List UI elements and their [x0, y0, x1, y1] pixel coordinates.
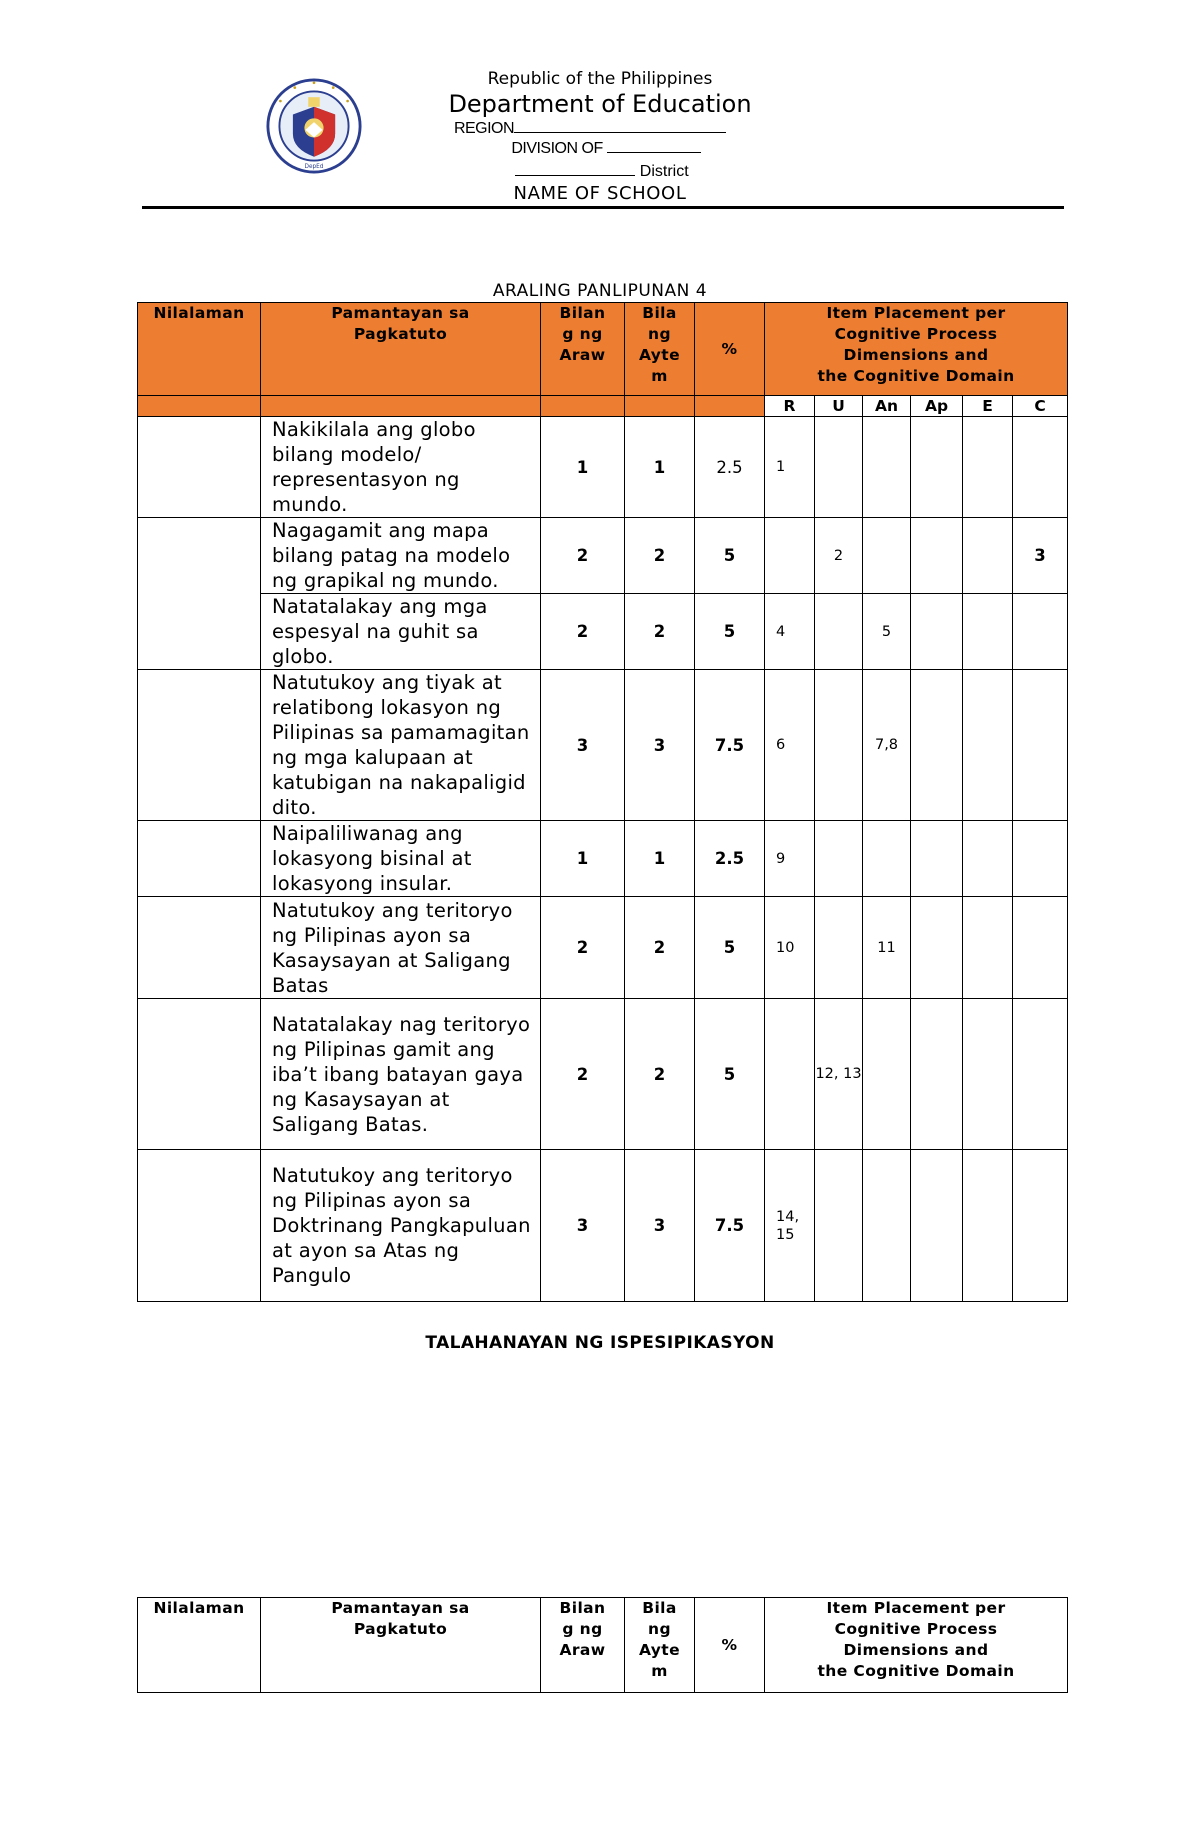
nilalaman-cell — [138, 417, 261, 518]
u-cell — [815, 1150, 863, 1302]
e-cell — [963, 897, 1013, 999]
items-cell: 2 — [625, 518, 695, 594]
c-cell — [1013, 670, 1068, 821]
competency-cell: Natatalakay ang mga espesyal na guhit sa globo. — [261, 594, 541, 670]
percent-cell: 5 — [695, 594, 765, 670]
header-bilang-aytem: Bila ng Ayte m — [625, 303, 695, 396]
ap-cell — [911, 518, 963, 594]
u-cell: 2 — [815, 518, 863, 594]
days-cell: 1 — [541, 417, 625, 518]
ap-cell — [911, 417, 963, 518]
e-cell — [963, 670, 1013, 821]
u-cell — [815, 897, 863, 999]
items-cell: 2 — [625, 897, 695, 999]
days-cell: 1 — [541, 821, 625, 897]
days-cell: 3 — [541, 670, 625, 821]
e-cell — [963, 417, 1013, 518]
region-blank — [514, 118, 726, 133]
table-row — [138, 518, 1068, 594]
items-cell: 2 — [625, 594, 695, 670]
header-item-placement: Item Placement per Cognitive Process Dimensions and the Cognitive Domain — [765, 303, 1068, 396]
table-row — [138, 821, 1068, 897]
c-cell — [1013, 897, 1068, 999]
c-cell: 3 — [1013, 518, 1068, 594]
c-cell — [1013, 417, 1068, 518]
r-cell — [765, 999, 815, 1150]
district-blank — [515, 161, 635, 176]
ap-cell — [911, 1150, 963, 1302]
u-cell: 12, 13 — [815, 999, 863, 1150]
ap-cell — [911, 999, 963, 1150]
header-percent-ext — [695, 396, 765, 417]
an-cell — [863, 821, 911, 897]
domain-r: R — [765, 396, 815, 417]
division-line — [0, 138, 1200, 158]
header-pamantayan: Pamantayan sa Pagkatuto — [261, 303, 541, 396]
days-cell: 2 — [541, 897, 625, 999]
domain-e: E — [963, 396, 1013, 417]
table-row — [138, 897, 1068, 999]
c-cell — [1013, 821, 1068, 897]
items-cell: 3 — [625, 670, 695, 821]
domain-c: C — [1013, 396, 1068, 417]
subject-title: ARALING PANLIPUNAN 4 — [492, 281, 708, 301]
competency-cell: Natutukoy ang teritoryo ng Pilipinas ayon sa Kasaysayan at Saligang Batas — [261, 897, 541, 999]
header-aytem-ext — [625, 396, 695, 417]
r-cell: 14, 15 — [765, 1150, 815, 1302]
c-cell — [1013, 999, 1068, 1150]
specification-table-continued — [137, 1597, 1068, 1693]
table-row — [138, 999, 1068, 1150]
r-cell: 9 — [765, 821, 815, 897]
region-label: REGION — [453, 120, 515, 137]
items-cell: 1 — [625, 821, 695, 897]
u-cell — [815, 594, 863, 670]
percent-cell: 7.5 — [695, 1150, 765, 1302]
e-cell — [963, 518, 1013, 594]
percent-cell: 2.5 — [695, 417, 765, 518]
days-cell: 2 — [541, 518, 625, 594]
header-nilalaman-ext — [138, 396, 261, 417]
table-row — [138, 1150, 1068, 1302]
header-nilalaman: Nilalaman — [138, 303, 261, 396]
nilalaman-cell — [138, 897, 261, 999]
days-cell: 3 — [541, 1150, 625, 1302]
items-cell: 3 — [625, 1150, 695, 1302]
an-cell — [863, 518, 911, 594]
r-cell: 10 — [765, 897, 815, 999]
an-cell: 11 — [863, 897, 911, 999]
nilalaman-cell — [138, 670, 261, 821]
nilalaman-cell — [138, 518, 261, 670]
an-cell: 5 — [863, 594, 911, 670]
percent-cell: 5 — [695, 518, 765, 594]
competency-cell: Nagagamit ang mapa bilang patag na modelo ng grapikal ng mundo. — [261, 518, 541, 594]
district-line — [0, 161, 1200, 181]
percent-cell: 5 — [695, 999, 765, 1150]
percent-cell: 5 — [695, 897, 765, 999]
header-percent: % — [695, 303, 765, 396]
district-label: District — [639, 163, 689, 180]
r-cell: 4 — [765, 594, 815, 670]
division-label: DIVISION OF — [511, 140, 603, 157]
e-cell — [963, 594, 1013, 670]
an-cell — [863, 999, 911, 1150]
u-cell — [815, 417, 863, 518]
an-cell — [863, 417, 911, 518]
an-cell: 7,8 — [863, 670, 911, 821]
republic-label: Republic of the Philippines — [487, 69, 713, 89]
ap-cell — [911, 670, 963, 821]
days-cell: 2 — [541, 999, 625, 1150]
header-bilang-araw: Bilan g ng Araw — [541, 303, 625, 396]
header-araw-ext — [541, 396, 625, 417]
ap-cell — [911, 821, 963, 897]
e-cell — [963, 999, 1013, 1150]
c-cell — [1013, 1150, 1068, 1302]
e-cell — [963, 1150, 1013, 1302]
nilalaman-cell — [138, 999, 261, 1150]
competency-cell: Nakikilala ang globo bilang modelo/ representasyon ng mundo. — [261, 417, 541, 518]
table-caption: TALAHANAYAN NG ISPESIPIKASYON — [425, 1333, 775, 1353]
header-percent: % — [695, 1598, 765, 1693]
u-cell — [815, 821, 863, 897]
table-row — [138, 670, 1068, 821]
u-cell — [815, 670, 863, 821]
domain-u: U — [815, 396, 863, 417]
domain-an: An — [863, 396, 911, 417]
specification-table — [137, 302, 1068, 1302]
header-bilang-araw: Bilan g ng Araw — [541, 1598, 625, 1693]
days-cell: 2 — [541, 594, 625, 670]
department-title: Department of Education — [448, 90, 752, 118]
competency-cell: Natutukoy ang tiyak at relatibong lokasyon ng Pilipinas sa pamamagitan ng mga kalupaan at katubigan na nakapaligid dito. — [261, 670, 541, 821]
competency-cell: Natutukoy ang teritoryo ng Pilipinas ayon sa Doktrinang Pangkapuluan at ayon sa Atas ng Pangulo — [261, 1150, 541, 1302]
c-cell — [1013, 594, 1068, 670]
nilalaman-cell — [138, 1150, 261, 1302]
ap-cell — [911, 594, 963, 670]
header-pamantayan: Pamantayan sa Pagkatuto — [261, 1598, 541, 1693]
domain-ap: Ap — [911, 396, 963, 417]
division-blank — [607, 138, 701, 153]
competency-cell: Naipaliliwanag ang lokasyong bisinal at lokasyong insular. — [261, 821, 541, 897]
ap-cell — [911, 897, 963, 999]
header-divider — [142, 206, 1064, 209]
items-cell: 2 — [625, 999, 695, 1150]
table-row — [138, 417, 1068, 518]
r-cell: 6 — [765, 670, 815, 821]
header-bilang-aytem: Bila ng Ayte m — [625, 1598, 695, 1693]
region-line — [0, 118, 1200, 138]
nilalaman-cell — [138, 821, 261, 897]
percent-cell: 7.5 — [695, 670, 765, 821]
header-nilalaman: Nilalaman — [138, 1598, 261, 1693]
e-cell — [963, 821, 1013, 897]
items-cell: 1 — [625, 417, 695, 518]
header-item-placement: Item Placement per Cognitive Process Dimensions and the Cognitive Domain — [765, 1598, 1068, 1693]
svg-text:DepEd: DepEd — [304, 164, 324, 171]
r-cell: 1 — [765, 417, 815, 518]
an-cell — [863, 1150, 911, 1302]
table-row — [138, 594, 1068, 670]
school-name: NAME OF SCHOOL — [513, 183, 687, 204]
competency-cell: Natatalakay nag teritoryo ng Pilipinas gamit ang iba’t ibang batayan gaya ng Kasaysayan at Saligang Batas. — [261, 999, 541, 1150]
document-header — [0, 0, 1200, 215]
percent-cell: 2.5 — [695, 821, 765, 897]
r-cell — [765, 518, 815, 594]
header-pamantayan-ext — [261, 396, 541, 417]
